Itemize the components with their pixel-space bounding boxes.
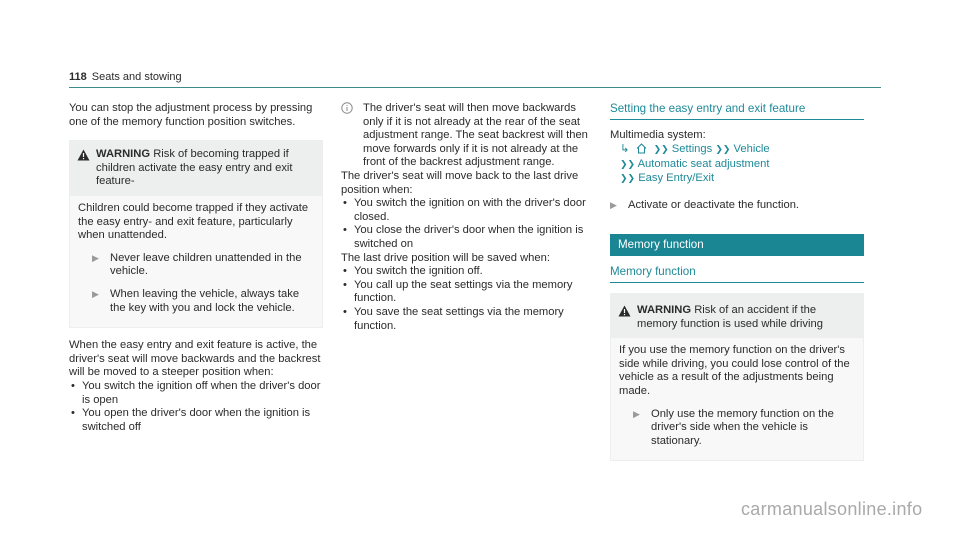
list-item: • You save the seat settings via the memory function. bbox=[343, 305, 564, 332]
warning-title-text: Risk of an accident if the memory function is used while driving bbox=[637, 303, 823, 330]
chevron-icon: ❯❯ bbox=[620, 172, 636, 183]
warning-header bbox=[69, 140, 323, 196]
warning-body-text: Children could become trapped if they activate the easy entry- and exit feature, particularly when unattended. bbox=[78, 201, 309, 242]
section-title-memory-function: Memory function bbox=[610, 265, 864, 283]
page-header bbox=[69, 71, 881, 88]
warning-label: WARNING bbox=[96, 148, 151, 161]
step-arrow-icon: ▶ bbox=[633, 408, 640, 419]
warning-box-trapped bbox=[69, 140, 323, 328]
activate-step-text: Activate or deactivate the function. bbox=[628, 199, 800, 212]
list-item: • You switch the ignition on with the driver's door closed. bbox=[343, 197, 586, 223]
warning-triangle-icon bbox=[618, 305, 634, 331]
home-icon bbox=[636, 143, 647, 159]
chevron-icon: ❯❯ bbox=[653, 143, 669, 154]
step-arrow-icon: ▶ bbox=[92, 288, 99, 299]
warning-body-text: If you use the memory function on the driver's side while driving, you could lose control of the vehicle as a result of the adjustments being made. bbox=[619, 344, 850, 397]
bullet-icon: • bbox=[343, 197, 347, 210]
list-item: • You switch the ignition off. bbox=[343, 265, 483, 278]
warning-body bbox=[69, 196, 323, 328]
warning-header bbox=[610, 293, 864, 338]
warning-step bbox=[78, 288, 314, 315]
warning-triangle-icon bbox=[77, 149, 93, 189]
drive-position-list bbox=[341, 197, 598, 251]
bullet-icon: • bbox=[343, 224, 347, 237]
warning-box-accident bbox=[610, 293, 864, 461]
column-left bbox=[69, 102, 323, 434]
menu-easy-entry-exit: Easy Entry/Exit bbox=[638, 171, 715, 184]
note-block bbox=[341, 102, 598, 170]
menu-enter-arrow-icon: ↳ bbox=[620, 142, 630, 155]
page-number: 118 bbox=[69, 71, 87, 83]
menu-automatic-seat-adjustment: Automatic seat adjustment bbox=[637, 158, 770, 171]
list-item: • You close the driver's door when the ignition is switched on bbox=[343, 224, 584, 250]
menu-settings: Settings bbox=[671, 142, 713, 155]
column-right bbox=[610, 102, 864, 461]
condition-list bbox=[69, 380, 323, 434]
warning-title-text: Risk of becoming trapped if children activate the easy entry and exit feature- bbox=[96, 148, 293, 188]
warning-title bbox=[93, 148, 315, 189]
menu-path bbox=[610, 143, 864, 186]
header-text bbox=[69, 71, 881, 87]
saved-position-list bbox=[341, 265, 598, 333]
warning-step bbox=[78, 252, 314, 279]
bullet-icon: • bbox=[71, 407, 75, 420]
easy-entry-paragraph: When the easy entry and exit feature is active, the driver's seat will move backwards and the backrest will be moved to a steeper position when: bbox=[69, 339, 321, 379]
bullet-icon: • bbox=[343, 278, 347, 291]
warning-body bbox=[610, 338, 864, 461]
info-circle-icon bbox=[341, 102, 363, 170]
column-middle bbox=[341, 102, 598, 333]
intro-paragraph: You can stop the adjustment process by pressing one of the memory function position switches. bbox=[69, 102, 313, 128]
section-name: Seats and stowing bbox=[91, 71, 182, 83]
step-arrow-icon: ▶ bbox=[610, 200, 617, 211]
warning-step-text: Only use the memory function on the driver's side when the vehicle is stationary. bbox=[651, 407, 834, 447]
note-text: The driver's seat will then move backwards only if it is not already at the rear of the seat adjustment range. The seat backrest will then move forwards only if it is not already at the front of the backrest adjustment range. bbox=[363, 102, 588, 169]
saved-position-paragraph: The last drive position will be saved when: bbox=[341, 251, 550, 264]
section-title-easy-entry: Setting the easy entry and exit feature bbox=[610, 102, 864, 120]
watermark: carmanualsonline.info bbox=[741, 499, 923, 519]
step-arrow-icon: ▶ bbox=[92, 252, 99, 263]
list-item: • You open the driver's door when the ignition is switched off bbox=[71, 407, 311, 433]
list-item: • You switch the ignition off when the driver's door is open bbox=[71, 379, 321, 406]
list-item: • You call up the seat settings via the memory function. bbox=[343, 278, 573, 305]
multimedia-label: Multimedia system: bbox=[610, 129, 706, 141]
warning-step-text: When leaving the vehicle, always take the key with you and lock the vehicle. bbox=[110, 287, 300, 314]
warning-step-text: Never leave children unattended in the vehicle. bbox=[110, 251, 302, 278]
chevron-icon: ❯❯ bbox=[715, 143, 731, 154]
chevron-icon: ❯❯ bbox=[620, 159, 636, 170]
drive-position-paragraph: The driver's seat will move back to the last drive position when: bbox=[341, 169, 579, 196]
activate-step bbox=[610, 199, 864, 213]
warning-step bbox=[619, 408, 855, 449]
bullet-icon: • bbox=[71, 379, 75, 392]
bullet-icon: • bbox=[343, 265, 347, 278]
bullet-icon: • bbox=[343, 305, 347, 318]
warning-label: WARNING bbox=[637, 303, 692, 316]
menu-vehicle: Vehicle bbox=[733, 142, 770, 155]
chapter-title-memory-function: Memory function bbox=[610, 234, 864, 256]
warning-title bbox=[634, 304, 856, 331]
header-rule bbox=[69, 87, 881, 88]
